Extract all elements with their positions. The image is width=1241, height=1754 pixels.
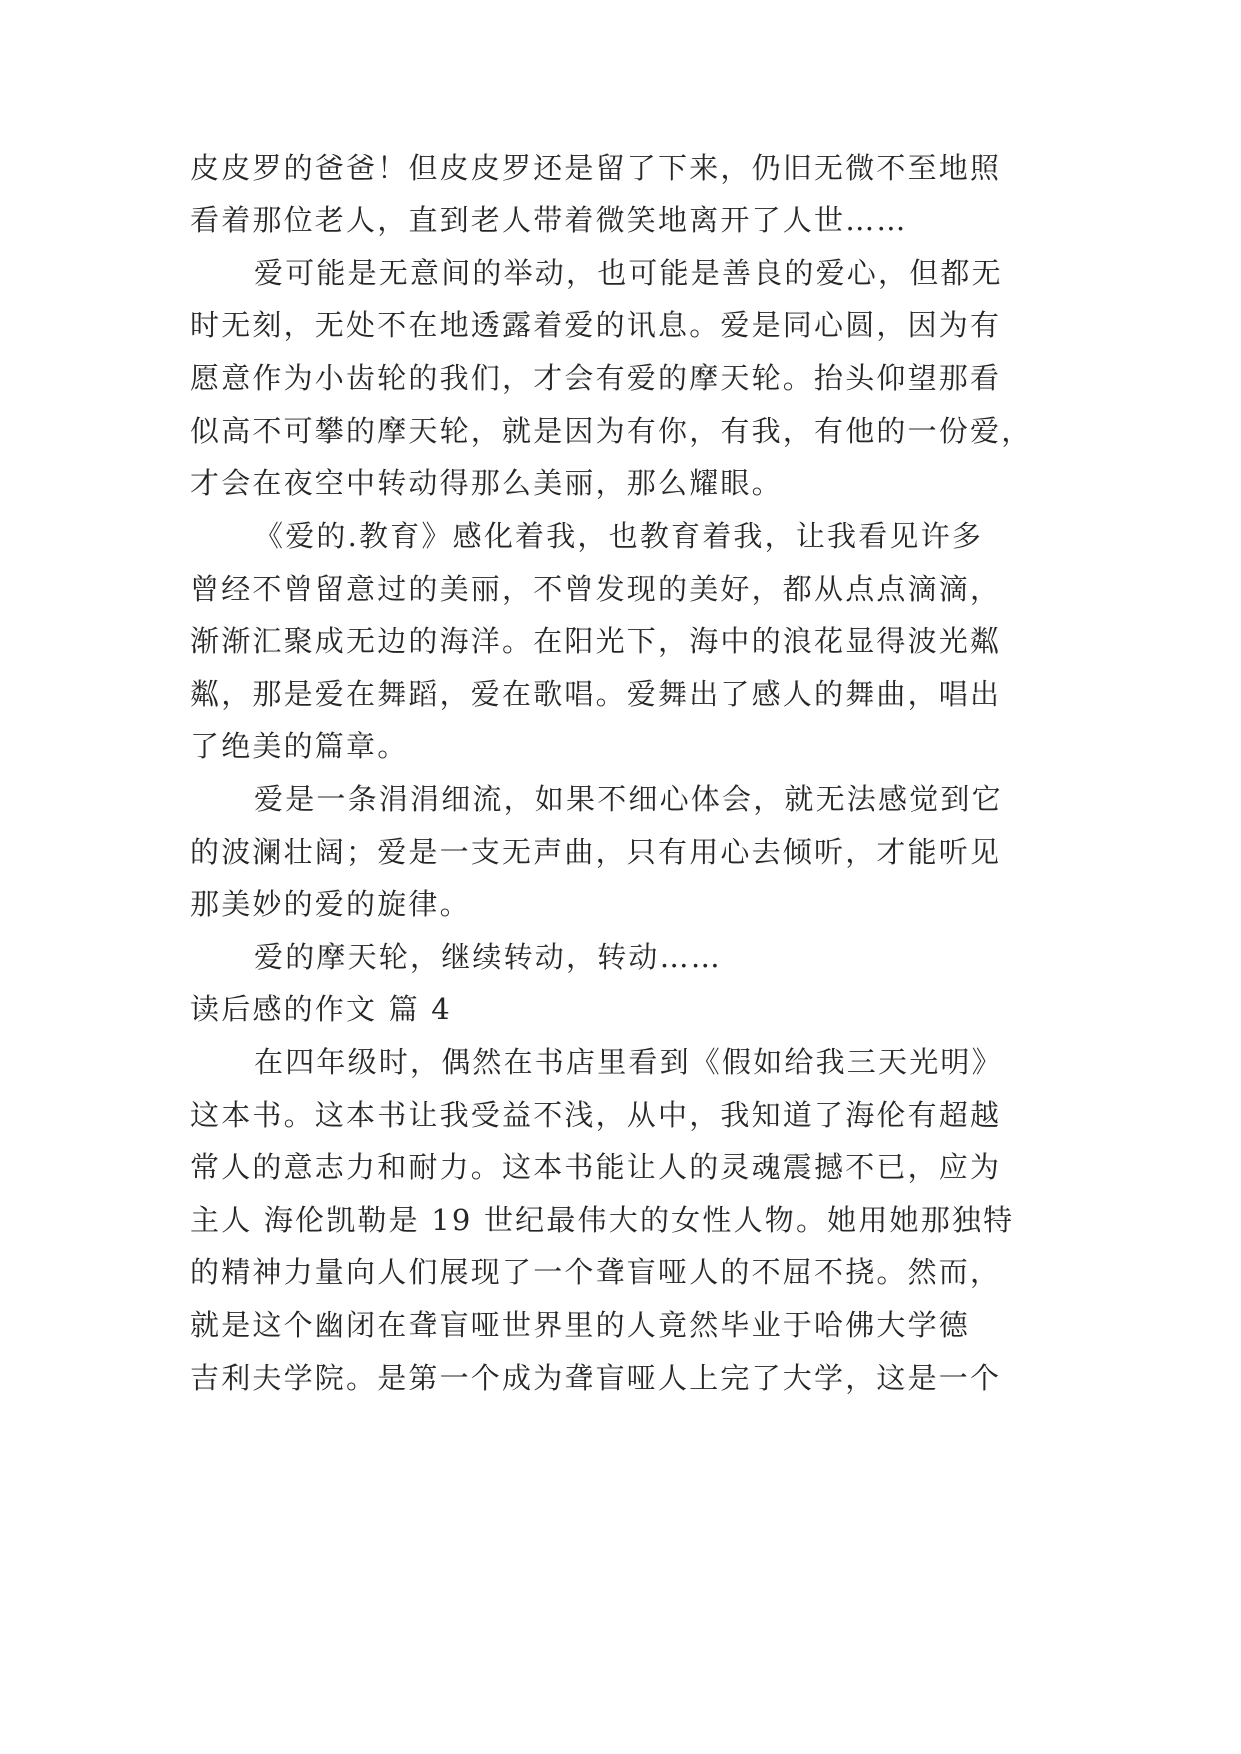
paragraph-start-line: 在四年级时，偶然在书店里看到《假如给我三天光明》 <box>254 1045 1003 1079</box>
paragraph-start-line: 爱是一条涓涓细流，如果不细心体会，就无法感觉到它 <box>254 782 1003 816</box>
text-line: 常人的意志力和耐力。这本书能让人的灵魂震撼不已，应为 <box>190 1150 1002 1184</box>
text-line: 的波澜壮阔；爱是一支无声曲，只有用心去倾听，才能听见 <box>190 835 1002 869</box>
text-line: 似高不可攀的摩天轮，就是因为有你，有我，有他的一份爱， <box>190 414 1033 448</box>
text-line: 皮皮罗的爸爸！但皮皮罗还是留了下来，仍旧无微不至地照 <box>190 151 1002 185</box>
paragraph-start-line: 《爱的.教育》感化着我，也教育着我，让我看见许多 <box>254 519 984 553</box>
paragraph-start-line: 爱的摩天轮，继续转动，转动…… <box>254 940 723 974</box>
text-line: 愿意作为小齿轮的我们，才会有爱的摩天轮。抬头仰望那看 <box>190 361 1002 395</box>
text-line: 看着那位老人，直到老人带着微笑地离开了人世…… <box>190 203 908 237</box>
text-line: 主人 海伦凯勒是 19 世纪最伟大的女性人物。她用她那独特 <box>190 1203 1015 1237</box>
text-line: 渐渐汇聚成无边的海洋。在阳光下，海中的浪花显得波光粼 <box>190 624 1002 658</box>
text-line: 粼，那是爱在舞蹈，爱在歌唱。爱舞出了感人的舞曲，唱出 <box>190 677 1002 711</box>
text-line: 吉利夫学院。是第一个成为聋盲哑人上完了大学，这是一个 <box>190 1361 1002 1395</box>
text-line: 了绝美的篇章。 <box>190 729 409 763</box>
text-line: 曾经不曾留意过的美丽，不曾发现的美好，都从点点滴滴， <box>190 572 1002 606</box>
text-line: 这本书。这本书让我受益不浅，从中，我知道了海伦有超越 <box>190 1098 1002 1132</box>
text-line: 就是这个幽闭在聋盲哑世界里的人竟然毕业于哈佛大学德 <box>190 1308 971 1342</box>
text-line: 的精神力量向人们展现了一个聋盲哑人的不屈不挠。然而， <box>190 1255 1002 1289</box>
section-heading: 读后感的作文 篇 4 <box>190 992 452 1026</box>
text-line: 那美妙的爱的旋律。 <box>190 887 471 921</box>
text-line: 才会在夜空中转动得那么美丽，那么耀眼。 <box>190 466 783 500</box>
paragraph-start-line: 爱可能是无意间的举动，也可能是善良的爱心，但都无 <box>254 256 1003 290</box>
text-line: 时无刻，无处不在地透露着爱的讯息。爱是同心圆，因为有 <box>190 308 1002 342</box>
